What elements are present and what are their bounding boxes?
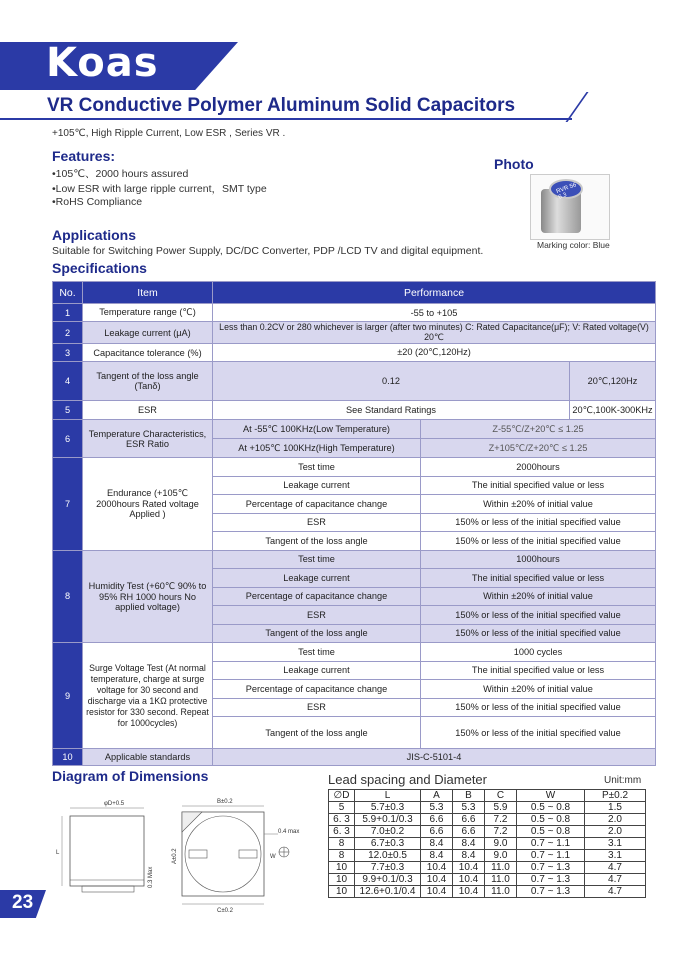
cell: 8.4 (453, 850, 485, 862)
spec-item: Endurance (+105℃ 2000hours Rated voltage Applied ) (83, 458, 213, 551)
sub-value: 1000 cycles (421, 643, 656, 662)
cell: 7.7±0.3 (355, 862, 421, 874)
cell: 10 (329, 874, 355, 886)
photo-heading: Photo (494, 156, 534, 172)
header-item: Item (83, 282, 213, 304)
spec-condition: 20℃,100K-300KHz (570, 401, 656, 420)
row-number: 3 (53, 344, 83, 362)
sub-label: Percentage of capacitance change (213, 495, 421, 514)
temp-low-value: Z-55℃/Z+20℃ ≤ 1.25 (421, 420, 656, 439)
row-number: 7 (53, 458, 83, 551)
spec-item: Surge Voltage Test (At normal temperature, charge at surge voltage for 30 second and discharge via a 1KΩ protective resistor for 330 second. Repeat for 1000cycles) (83, 643, 213, 749)
cell: 0.7 ~ 1.1 (517, 850, 585, 862)
spec-performance: ±20 (20℃,120Hz) (213, 344, 656, 362)
cell: 0.7 ~ 1.3 (517, 874, 585, 886)
lead-header: W (517, 790, 585, 802)
sub-value: 150% or less of the initial specified value (421, 606, 656, 625)
dimension-drawing (52, 790, 307, 916)
subtitle: +105℃, High Ripple Current, Low ESR , Series VR . (52, 128, 286, 139)
cell: 6.6 (421, 814, 453, 826)
lead-spacing-table (328, 789, 646, 898)
cell: 6.6 (421, 826, 453, 838)
brand-logo: Koas (46, 40, 159, 86)
dim-label-l: L (56, 850, 60, 856)
cell: 10.4 (453, 874, 485, 886)
cell: 10.4 (453, 862, 485, 874)
spec-item: Temperature Characteristics, ESR Ratio (83, 420, 213, 458)
cell: 7.2 (485, 814, 517, 826)
table-row (329, 874, 646, 886)
table-row (329, 850, 646, 862)
dimensions-heading: Diagram of Dimensions (52, 768, 209, 784)
sub-value: 150% or less of the initial specified value (421, 717, 656, 749)
cell: 8.4 (421, 838, 453, 850)
feature-item: •105℃、2000 hours assured (52, 168, 189, 180)
cell: 6.6 (453, 826, 485, 838)
dim-label-b: B±0.2 (217, 799, 233, 805)
cell: 7.0±0.2 (355, 826, 421, 838)
dim-label-max: 0.3 Max (148, 866, 154, 888)
sub-label: Tangent of the loss angle (213, 532, 421, 551)
page-number: 23 (12, 892, 34, 913)
sub-value: The initial specified value or less (421, 569, 656, 588)
sub-label: Leakage current (213, 476, 421, 495)
feature-item: •Low ESR with large ripple current，SMT type (52, 183, 267, 195)
applications-text: Suitable for Switching Power Supply, DC/DC Converter, PDP /LCD TV and digital equipment. (52, 245, 484, 257)
table-row (329, 862, 646, 874)
row-number: 10 (53, 749, 83, 766)
lead-header: L (355, 790, 421, 802)
spec-item: Applicable standards (83, 749, 213, 766)
table-row (329, 838, 646, 850)
cell: 0.5 ~ 0.8 (517, 814, 585, 826)
cell: 6. 3 (329, 826, 355, 838)
spec-item: Tangent of the loss angle (Tanδ) (83, 362, 213, 401)
cell: 0.7 ~ 1.1 (517, 838, 585, 850)
sub-value: 150% or less of the initial specified value (421, 532, 656, 551)
cell: 5.3 (421, 802, 453, 814)
cell: 10 (329, 886, 355, 898)
spec-item: Leakage current (μA) (83, 322, 213, 344)
cell: 2.0 (585, 826, 646, 838)
specifications-heading: Specifications (52, 260, 147, 276)
cell: 5.9+0.1/0.3 (355, 814, 421, 826)
cell: 6. 3 (329, 814, 355, 826)
temp-high-label: At +105℃ 100KHz(High Temperature) (213, 439, 421, 458)
sub-label: Leakage current (213, 661, 421, 680)
cell: 9.0 (485, 850, 517, 862)
cell: 4.7 (585, 886, 646, 898)
cell: 10.4 (421, 862, 453, 874)
cell: 4.7 (585, 874, 646, 886)
sub-label: Tangent of the loss angle (213, 624, 421, 643)
row-number: 5 (53, 401, 83, 420)
dim-label-a: A±0.2 (172, 848, 178, 864)
spec-performance: JIS-C-5101-4 (213, 749, 656, 766)
cell: 10.4 (421, 874, 453, 886)
cell: 0.7 ~ 1.3 (517, 862, 585, 874)
sub-value: 150% or less of the initial specified value (421, 513, 656, 532)
applications-heading: Applications (52, 227, 137, 243)
cell: 10.4 (453, 886, 485, 898)
spec-item: ESR (83, 401, 213, 420)
cell: 2.0 (585, 814, 646, 826)
cell: 5.7±0.3 (355, 802, 421, 814)
lead-header: ∅D (329, 790, 355, 802)
feature-item: •RoHS Compliance (52, 196, 143, 208)
spec-condition: 20℃,120Hz (570, 362, 656, 401)
dim-label-w: W (270, 854, 276, 860)
cell: 3.1 (585, 850, 646, 862)
cell: 11.0 (485, 886, 517, 898)
spec-performance: -55 to +105 (213, 304, 656, 322)
lead-header: B (453, 790, 485, 802)
sub-value: 1000hours (421, 550, 656, 569)
marking-caption: Marking color: Blue (537, 240, 610, 250)
table-row (329, 826, 646, 838)
cell: 5.9 (485, 802, 517, 814)
table-row (329, 886, 646, 898)
cell: 3.1 (585, 838, 646, 850)
header-no: No. (53, 282, 83, 304)
cell: 8.4 (453, 838, 485, 850)
sub-label: Percentage of capacitance change (213, 587, 421, 606)
sub-label: ESR (213, 698, 421, 717)
features-heading: Features: (52, 148, 116, 164)
header-performance: Performance (213, 282, 656, 304)
sub-label: Tangent of the loss angle (213, 717, 421, 749)
sub-label: Leakage current (213, 569, 421, 588)
sub-value: Within ±20% of initial value (421, 587, 656, 606)
cell: 9.9+0.1/0.3 (355, 874, 421, 886)
dim-label-d: φD+0.5 (104, 801, 125, 807)
cell: 6.6 (453, 814, 485, 826)
capacitor-marking-text: RVR 56 6.3 (555, 182, 578, 201)
spec-item: Humidity Test (+60℃ 90% to 95% RH 1000 hours No applied voltage) (83, 550, 213, 643)
capacitor-photo (530, 174, 610, 240)
sub-value: 2000hours (421, 458, 656, 477)
cell: 10 (329, 862, 355, 874)
lead-header: P±0.2 (585, 790, 646, 802)
sub-value: Within ±20% of initial value (421, 680, 656, 699)
sub-value: 150% or less of the initial specified value (421, 624, 656, 643)
row-number: 2 (53, 322, 83, 344)
row-number: 1 (53, 304, 83, 322)
sub-value: 150% or less of the initial specified value (421, 698, 656, 717)
cell: 12.0±0.5 (355, 850, 421, 862)
cell: 11.0 (485, 862, 517, 874)
cell: 9.0 (485, 838, 517, 850)
dim-label-c: C±0.2 (217, 908, 233, 914)
sub-label: Percentage of capacitance change (213, 680, 421, 699)
cell: 0.7 ~ 1.3 (517, 886, 585, 898)
page-title: VR Conductive Polymer Aluminum Solid Capacitors (47, 95, 516, 116)
cell: 4.7 (585, 862, 646, 874)
cell: 12.6+0.1/0.4 (355, 886, 421, 898)
cell: 8.4 (421, 850, 453, 862)
row-number: 8 (53, 550, 83, 643)
row-number: 9 (53, 643, 83, 749)
sub-value: The initial specified value or less (421, 476, 656, 495)
dim-label-t: 0.4 max (278, 829, 300, 835)
lead-header: A (421, 790, 453, 802)
sub-label: Test time (213, 643, 421, 662)
row-number: 4 (53, 362, 83, 401)
lead-header: C (485, 790, 517, 802)
specifications-table (52, 281, 656, 766)
temp-low-label: At -55℃ 100KHz(Low Temperature) (213, 420, 421, 439)
cell: 8 (329, 838, 355, 850)
sub-label: ESR (213, 513, 421, 532)
cell: 0.5 ~ 0.8 (517, 826, 585, 838)
spec-performance: See Standard Ratings (213, 401, 570, 420)
cell: 1.5 (585, 802, 646, 814)
sub-value: The initial specified value or less (421, 661, 656, 680)
spec-performance: Less than 0.2CV or 280 whichever is larger (after two minutes) C: Rated Capacitance(μF); V: Rated voltage(V) 20℃ (213, 322, 656, 344)
table-row (329, 814, 646, 826)
spec-item: Capacitance tolerance (%) (83, 344, 213, 362)
sub-label: Test time (213, 458, 421, 477)
table-row (329, 802, 646, 814)
cell: 6.7±0.3 (355, 838, 421, 850)
cell: 8 (329, 850, 355, 862)
temp-high-value: Z+105℃/Z+20℃ ≤ 1.25 (421, 439, 656, 458)
sub-label: Test time (213, 550, 421, 569)
cell: 11.0 (485, 874, 517, 886)
sub-label: ESR (213, 606, 421, 625)
cell: 7.2 (485, 826, 517, 838)
spec-performance: 0.12 (213, 362, 570, 401)
lead-table-title: Lead spacing and Diameter (328, 772, 487, 787)
cell: 0.5 ~ 0.8 (517, 802, 585, 814)
row-number: 6 (53, 420, 83, 458)
spec-item: Temperature range (℃) (83, 304, 213, 322)
cell: 5 (329, 802, 355, 814)
sub-value: Within ±20% of initial value (421, 495, 656, 514)
cell: 10.4 (421, 886, 453, 898)
cell: 5.3 (453, 802, 485, 814)
lead-table-unit: Unit:mm (604, 775, 642, 786)
